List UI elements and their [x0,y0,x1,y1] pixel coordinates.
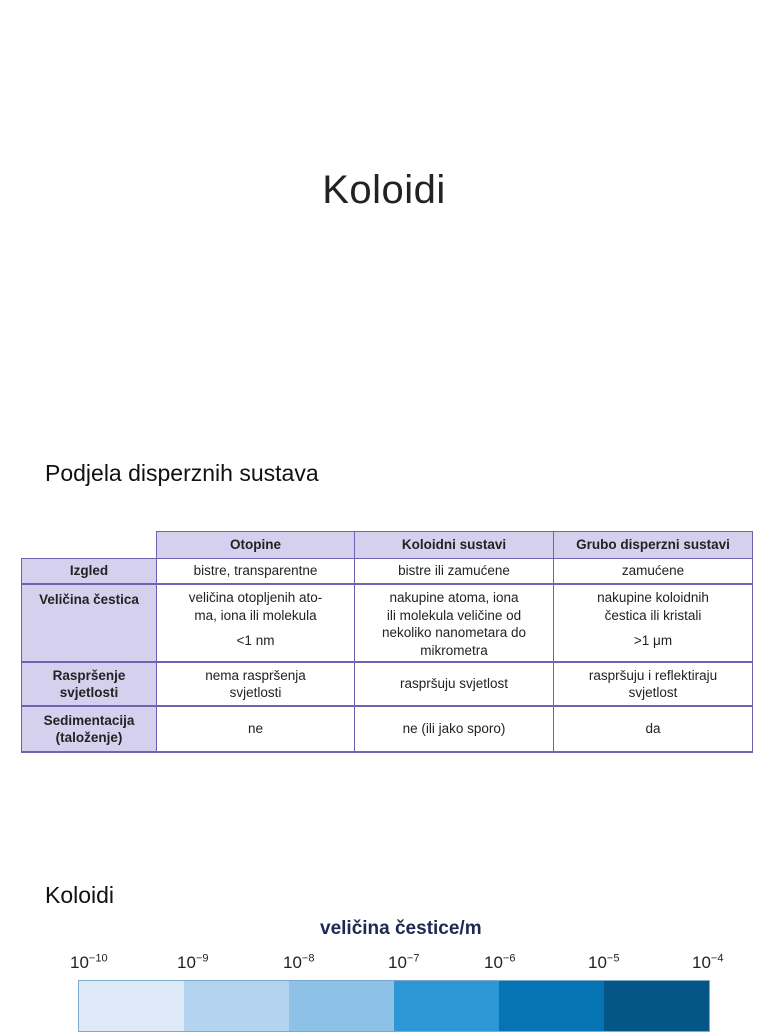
cell-text: raspršuju i reflektiraju [588,667,718,683]
tick-base: 10 [388,953,407,972]
table-row [22,559,753,585]
cell-text: nakupine atoma, iona [389,590,519,605]
scale-tick [283,953,314,973]
table-header-row [22,532,753,559]
cell-text: da [645,721,661,737]
cell-text: svjetlosti [229,685,282,701]
table-row [22,662,753,706]
dispersion-table [21,531,753,753]
table-cell [554,584,753,662]
size-scale-bar [78,980,710,1032]
section-heading-koloidi: Koloidi [45,882,115,908]
scale-tick [70,953,108,973]
cell-text: bistre, transparentne [193,563,318,579]
tick-base: 10 [177,953,196,972]
cell-text: ili molekula veličine od [386,607,522,623]
cell-text: mikrometra [420,642,488,658]
scale-tick [388,953,419,973]
table-cell [355,584,554,662]
tick-exponent: −8 [301,952,315,965]
table-cell [157,559,355,585]
cell-text: nekoliko nanometara do [381,625,527,641]
table-cell [355,662,554,706]
tick-base: 10 [588,953,607,972]
row-label-izgled: Izgled [22,559,157,585]
table-cell [554,706,753,752]
table-cell [157,706,355,752]
cell-text: ne (ili jako sporo) [402,721,506,737]
table-cell [157,662,355,706]
scale-tick [692,953,723,973]
table-cell [355,559,554,585]
cell-text: ne [247,721,264,737]
table-row [22,584,753,662]
header-corner [22,532,157,559]
section-heading-dispersion: Podjela disperznih sustava [45,460,319,486]
cell-spacer [558,624,748,632]
table-cell [554,662,753,706]
row-label-sedimentacija [22,706,157,752]
cell-text: zamućene [621,563,685,579]
scale-title: veličina čestice/m [320,918,482,939]
cell-text: svjetlost [628,685,678,701]
cell-text: čestica ili kristali [604,607,702,623]
column-header-otopine: Otopine [157,532,355,559]
row-label-rasprsenje [22,662,157,706]
cell-text: veličina otopljenih ato- [188,590,323,605]
tick-exponent: −6 [502,952,516,965]
column-header-koloidni: Koloidni sustavi [355,532,554,559]
tick-exponent: −7 [406,952,420,965]
table-row [22,706,753,752]
table-cell [157,584,355,662]
tick-exponent: −10 [88,952,108,965]
cell-text: bistre ili zamućene [398,563,510,579]
cell-spacer [161,624,350,632]
table-cell [554,559,753,585]
row-label-line: svjetlosti [59,685,119,701]
tick-exponent: −5 [606,952,620,965]
table-cell [355,706,554,752]
tick-exponent: −9 [195,952,209,965]
row-label-line: Sedimentacija [43,712,135,728]
tick-base: 10 [692,953,711,972]
row-label-line: Raspršenje [52,667,126,683]
page-title: Koloidi [322,168,446,212]
tick-base: 10 [70,953,89,972]
cell-text: <1 nm [236,633,275,649]
tick-base: 10 [484,953,503,972]
scale-tick [588,953,619,973]
tick-exponent: −4 [710,952,724,965]
tick-base: 10 [283,953,302,972]
column-header-grubo: Grubo disperzni sustavi [554,532,753,559]
scale-tick [484,953,515,973]
row-label-velicina: Veličina čestica [22,584,157,662]
row-label-line: (taloženje) [55,730,123,746]
cell-text: raspršuju svjetlost [399,676,509,692]
scale-tick [177,953,208,973]
cell-text: nema raspršenja [205,667,306,683]
cell-text: nakupine koloidnih [597,590,709,605]
cell-text: ma, iona ili molekula [194,607,317,623]
cell-text: >1 μm [633,633,673,649]
